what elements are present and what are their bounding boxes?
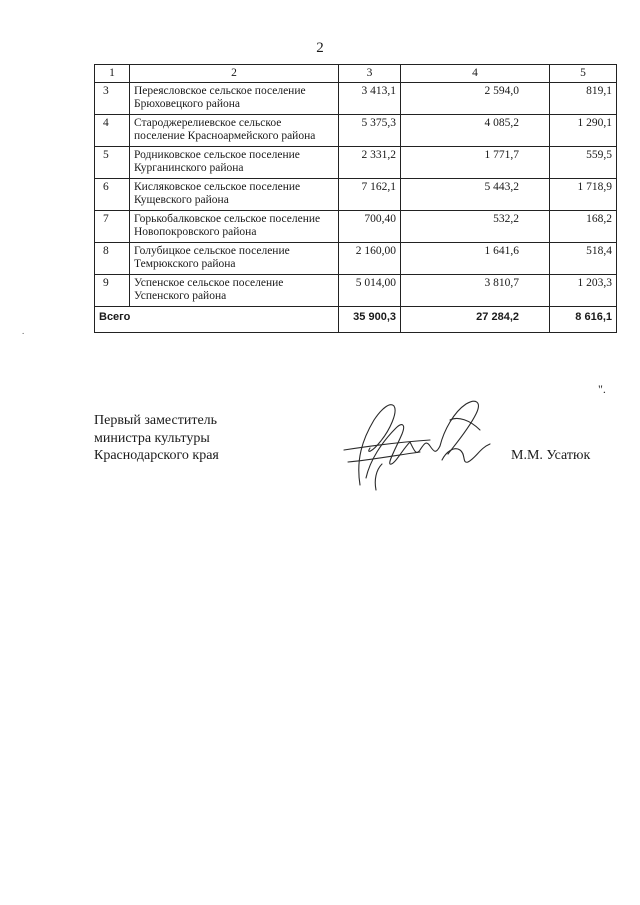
- signer-title-line: Краснодарского края: [94, 448, 219, 463]
- signer-title-line: Первый заместитель: [94, 413, 218, 428]
- allocation-table: [94, 64, 617, 333]
- amount-col4: 1 641,6: [401, 243, 550, 275]
- amount-col5: 559,5: [550, 147, 617, 179]
- settlement-name: Кисляковское сельское поселение Кущевского района: [130, 179, 339, 211]
- amount-col4: 2 594,0: [401, 83, 550, 115]
- table-row: [95, 211, 617, 243]
- settlement-name: Переясловское сельское поселение Брюховецкого района: [130, 83, 339, 115]
- row-number: 5: [95, 147, 130, 179]
- table-row: [95, 83, 617, 115]
- settlement-name: Староджерелиевское сельское поселение Красноармейского района: [130, 115, 339, 147]
- amount-col4: 4 085,2: [401, 115, 550, 147]
- signer-name: М.М. Усатюк: [511, 448, 591, 463]
- table-row: [95, 147, 617, 179]
- settlement-name: Голубицкое сельское поселение Темрюкского района: [130, 243, 339, 275]
- margin-mark: .: [22, 326, 25, 336]
- amount-col4: 5 443,2: [401, 179, 550, 211]
- column-header-1: 1: [95, 65, 130, 83]
- column-header-3: 3: [339, 65, 401, 83]
- handwritten-signature: [330, 390, 510, 500]
- settlement-name: Успенское сельское поселение Успенского района: [130, 275, 339, 307]
- amount-col5: 168,2: [550, 211, 617, 243]
- total-amount: 5 375,3: [339, 115, 401, 147]
- row-number: 8: [95, 243, 130, 275]
- row-number: 7: [95, 211, 130, 243]
- total-col5: 8 616,1: [550, 307, 617, 333]
- amount-col5: 1 290,1: [550, 115, 617, 147]
- amount-col5: 518,4: [550, 243, 617, 275]
- settlement-name: Родниковское сельское поселение Курганинского района: [130, 147, 339, 179]
- table-header-row: [95, 65, 617, 83]
- total-amount: 5 014,00: [339, 275, 401, 307]
- table-row: [95, 275, 617, 307]
- row-number: 9: [95, 275, 130, 307]
- total-amount: 7 162,1: [339, 179, 401, 211]
- total-col4: 27 284,2: [401, 307, 550, 333]
- signer-title-line: министра культуры: [94, 430, 210, 446]
- column-header-5: 5: [550, 65, 617, 83]
- settlement-name: Горькобалковское сельское поселение Новопокровского района: [130, 211, 339, 243]
- total-amount: 2 160,00: [339, 243, 401, 275]
- table-row: [95, 243, 617, 275]
- table-row: [95, 179, 617, 211]
- total-label: Всего: [95, 307, 339, 333]
- amount-col4: 532,2: [401, 211, 550, 243]
- signer-title: [94, 412, 219, 465]
- total-amount: 3 413,1: [339, 83, 401, 115]
- total-amount: 700,40: [339, 211, 401, 243]
- table-total-row: [95, 307, 617, 333]
- amount-col4: 1 771,7: [401, 147, 550, 179]
- table-row: [95, 115, 617, 147]
- amount-col5: 1 718,9: [550, 179, 617, 211]
- total-col3: 35 900,3: [339, 307, 401, 333]
- row-number: 6: [95, 179, 130, 211]
- amount-col5: 1 203,3: [550, 275, 617, 307]
- closing-quote-mark: ".: [598, 382, 606, 396]
- column-header-4: 4: [401, 65, 550, 83]
- column-header-2: 2: [130, 65, 339, 83]
- total-amount: 2 331,2: [339, 147, 401, 179]
- row-number: 3: [95, 83, 130, 115]
- row-number: 4: [95, 115, 130, 147]
- page-number: 2: [316, 40, 324, 56]
- amount-col5: 819,1: [550, 83, 617, 115]
- amount-col4: 3 810,7: [401, 275, 550, 307]
